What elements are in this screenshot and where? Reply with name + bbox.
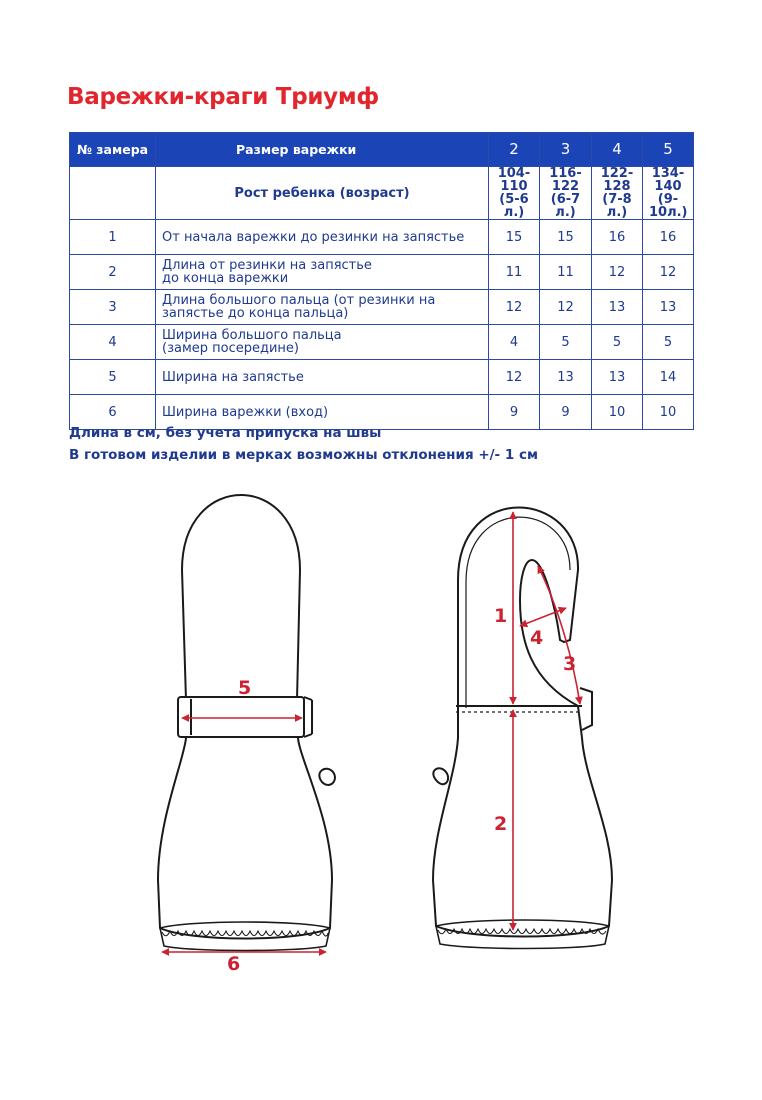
measure-value: 14	[643, 360, 694, 395]
table-row	[70, 325, 694, 360]
measure-label-2: 2	[494, 813, 508, 835]
cuff-loop	[319, 769, 335, 785]
measure-value: 16	[643, 220, 694, 255]
age-cell: 116-122 (6-7 л.)	[540, 167, 592, 220]
header-size-5: 5	[643, 133, 694, 167]
measure-value: 16	[592, 220, 643, 255]
measure-value: 12	[489, 360, 540, 395]
measure-value: 13	[643, 290, 694, 325]
measure-value: 15	[489, 220, 540, 255]
measure-value: 5	[540, 325, 592, 360]
measure-value: 13	[592, 290, 643, 325]
measure-label-6: 6	[227, 953, 241, 975]
table-row	[70, 220, 694, 255]
elastic-band	[160, 922, 330, 951]
measure-label-4: 4	[530, 627, 544, 649]
measure-number: 2	[70, 255, 156, 290]
measure-number: 5	[70, 360, 156, 395]
table-header-row	[70, 133, 694, 167]
measure-label-3: 3	[563, 653, 577, 675]
measure-description: Ширина на запястье	[156, 360, 489, 395]
measure-description: Длина от резинки на запястье до конца варежки	[156, 255, 489, 290]
note-tolerance: В готовом изделии в мерках возможны отклонения +/- 1 см	[69, 447, 538, 463]
measure-label-1: 1	[494, 605, 508, 627]
measure-number: 4	[70, 325, 156, 360]
measure-value: 9	[489, 395, 540, 430]
cuff-loop	[433, 768, 448, 784]
header-size-3: 3	[540, 133, 592, 167]
wrist-cuff	[178, 697, 304, 737]
mitten-palm-outline	[433, 508, 612, 937]
age-row-empty-cell	[70, 167, 156, 220]
measure-description: Ширина большого пальца (замер посередине)	[156, 325, 489, 360]
table-row	[70, 290, 694, 325]
measure-value: 11	[489, 255, 540, 290]
header-size-2: 2	[489, 133, 540, 167]
measure-value: 9	[540, 395, 592, 430]
header-mitten-size: Размер варежки	[156, 133, 489, 167]
measure-value: 10	[592, 395, 643, 430]
measure-value: 12	[489, 290, 540, 325]
measure-label-5: 5	[238, 677, 252, 699]
measure-value: 13	[592, 360, 643, 395]
age-cell: 134-140 (9-10л.)	[643, 167, 694, 220]
size-table	[69, 132, 694, 430]
measure-value: 12	[643, 255, 694, 290]
header-measure-number: № замера	[70, 133, 156, 167]
measure-number: 3	[70, 290, 156, 325]
page-title: Варежки-краги Триумф	[67, 84, 379, 110]
measure-value: 15	[540, 220, 592, 255]
age-cell: 122-128 (7-8 л.)	[592, 167, 643, 220]
measure-description: Длина большого пальца (от резинки на запястье до конца пальца)	[156, 290, 489, 325]
measure-number: 1	[70, 220, 156, 255]
measure-description: От начала варежки до резинки на запястье	[156, 220, 489, 255]
measure-value: 10	[643, 395, 694, 430]
measure-value: 12	[592, 255, 643, 290]
age-row	[70, 167, 694, 220]
measure-value: 5	[643, 325, 694, 360]
age-label: Рост ребенка (возраст)	[156, 167, 489, 220]
measure-value: 12	[540, 290, 592, 325]
mitten-back-view	[158, 495, 335, 951]
measure-value: 4	[489, 325, 540, 360]
age-cell: 104-110 (5-6 л.)	[489, 167, 540, 220]
measure-value: 11	[540, 255, 592, 290]
elastic-band	[436, 920, 609, 949]
measure-value: 13	[540, 360, 592, 395]
measure-description: Ширина варежки (вход)	[156, 395, 489, 430]
measure-number: 6	[70, 395, 156, 430]
side-tab	[580, 688, 592, 730]
header-size-4: 4	[592, 133, 643, 167]
mitten-palm-view	[433, 508, 612, 949]
table-row	[70, 360, 694, 395]
mitten-drawing	[0, 480, 762, 1000]
measure-value: 5	[592, 325, 643, 360]
note-units: Длина в см, без учета припуска на швы	[69, 425, 382, 441]
table-row	[70, 255, 694, 290]
